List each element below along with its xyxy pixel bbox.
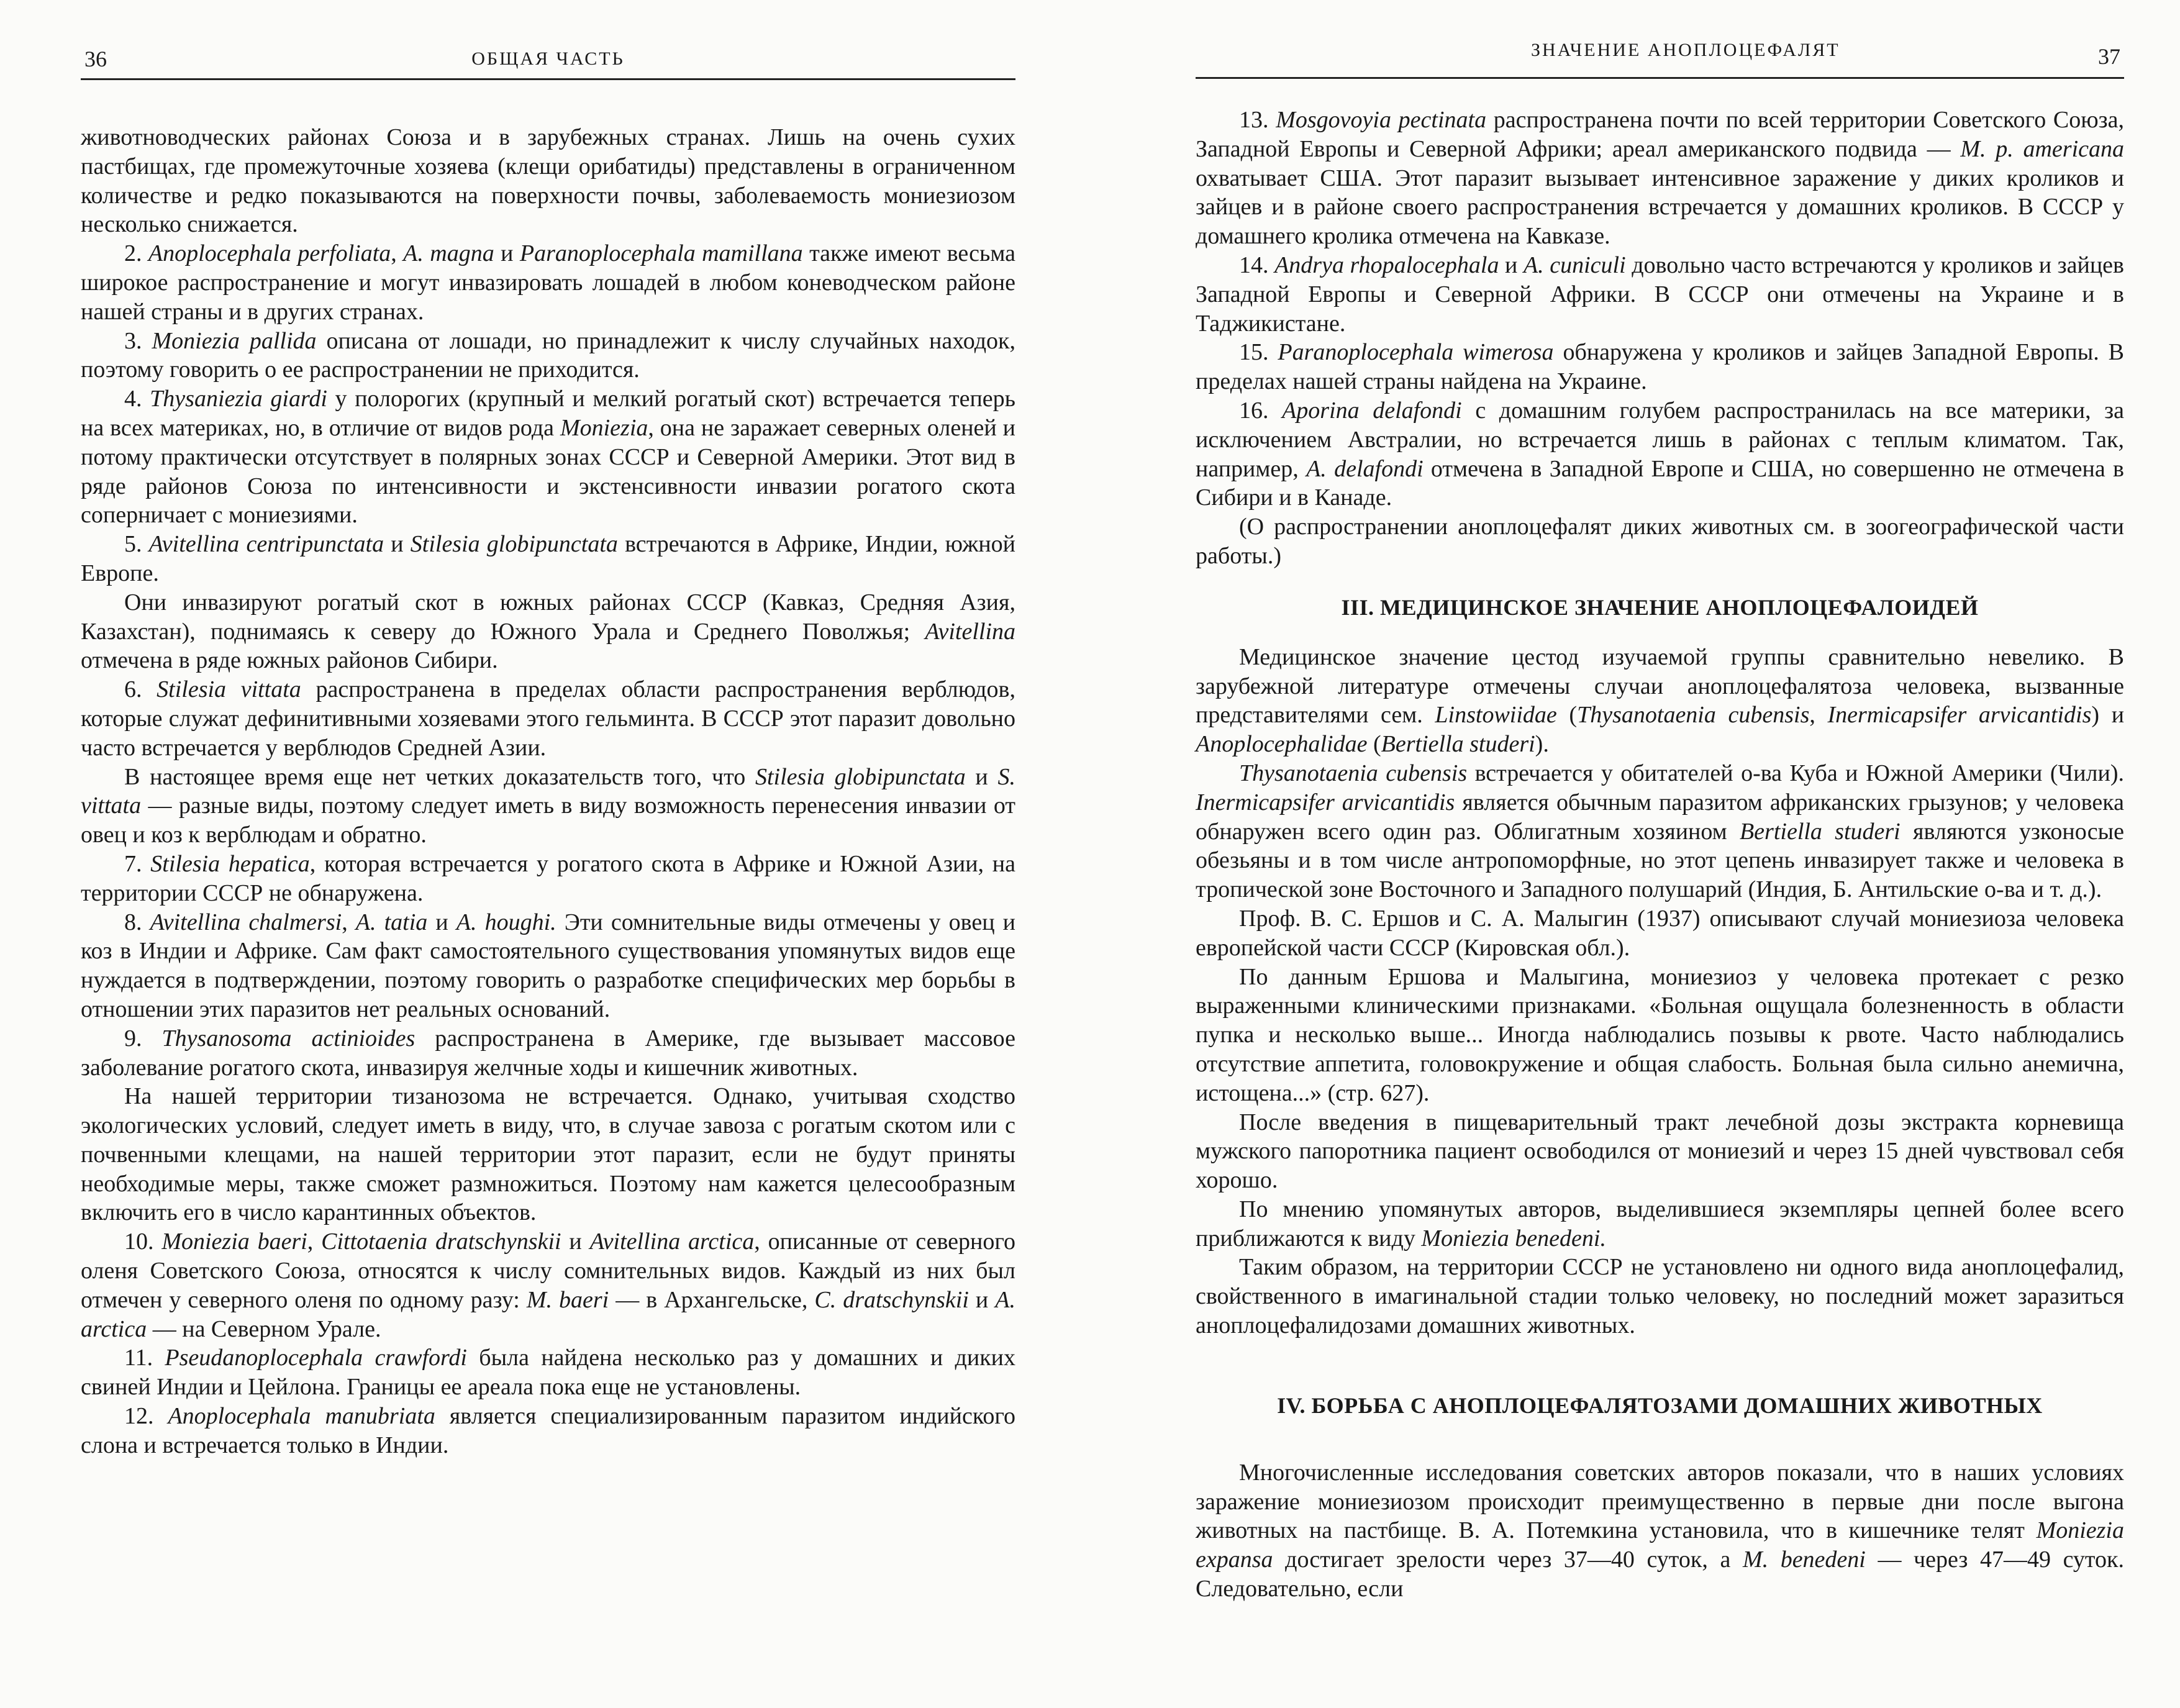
right-page-body	[1196, 106, 2124, 1604]
paragraph: После введения в пищеварительный тракт лечебной дозы экстракта корневища мужского папоротника пациент освободился от мониезий и через 15 дней чувствовал себя хорошо.	[1196, 1109, 2124, 1194]
paragraph: Проф. В. С. Ершов и С. А. Малыгин (1937) описывают случай мониезиоза человека европейской части СССР (Кировская обл.).	[1196, 905, 2124, 961]
left-page-number: 36	[84, 47, 107, 71]
right-page	[1196, 0, 2124, 1708]
paragraph: По мнению упомянутых авторов, выделившиеся экземпляры цепней более всего приближаются к виду Moniezia benedeni.	[1196, 1196, 2124, 1251]
paragraph: 7. Stilesia hepatica, которая встречается у рогатого скота в Африке и Южной Азии, на территории СССР не обнаружена.	[81, 850, 1016, 906]
left-page	[81, 0, 1015, 1708]
paragraph: 9. Thysanosoma actinioides распространена в Америке, где вызывает массовое заболевание рогатого скота, инвазируя желчные ходы и кишечник животных.	[81, 1025, 1016, 1081]
paragraph: 4. Thysaniezia giardi у полорогих (крупный и мелкий рогатый скот) встречается теперь на всех материках, но, в отличие от видов рода Moniezia, она не заражает северных оленей и потому практически отсутствует в полярных зонах СССР и Северной Америки. Этот вид в ряде районов Союза по интенсивности и экстенсивности инвазии рогатого скота соперничает с мониезиями.	[81, 386, 1016, 529]
paragraph: 2. Anoplocephala perfoliata, A. magna и Paranoplocephala mamillana также имеют весьма широкое распространение и могут инвазировать лошадей в любом коневодческом районе нашей страны и в других странах.	[81, 240, 1016, 325]
paragraph: Многочисленные исследования советских авторов показали, что в наших условиях заражение мониезиозом происходит преимущественно в первые дни после выгона животных на пастбище. В. А. Потемкина установила, что в кишечнике телят Moniezia expansa достигает зрелости через 37—40 суток, а M. benedeni — через 47—49 суток. Следовательно, если	[1196, 1459, 2124, 1602]
paragraph: 8. Avitellina chalmersi, A. tatia и A. houghi. Эти сомнительные виды отмечены у овец и коз в Индии и Африке. Сам факт самостоятельного существования упомянутых видов еще нуждается в подтверждении, поэтому говорить о разработке специфических мер борьбы в отношении этих паразитов нет реальных оснований.	[81, 909, 1015, 1022]
left-running-title: ОБЩАЯ ЧАСТЬ	[471, 48, 625, 69]
paragraph: 14. Andrya rhopalocephala и A. cuniculi довольно часто встречаются у кроликов и зайцев Западной Европы и Северной Африки. В СССР они отмечены на Украине и в Таджикистане.	[1196, 252, 2124, 337]
paragraph: 12. Anoplocephala manubriata является специализированным паразитом индийского слона и встречается только в Индии.	[81, 1403, 1016, 1458]
paragraph: По данным Ершова и Малыгина, мониезиоз у человека протекает с резко выраженными клиническими признаками. «Больная ощущала болезненность в области пупка и несколько выше... Иногда наблюдались позывы к рвоте. Часто наблюдались отсутствие аппетита, головокружение и общая слабость. Больная была сильно анемична, истощена...» (стр. 627).	[1196, 963, 2124, 1106]
paragraph: 11. Pseudanoplocephala crawfordi была найдена несколько раз у домашних и диких свиней Индии и Цейлона. Границы ее ареала пока еще не установлены.	[81, 1345, 1015, 1401]
section-heading-fight: IV. БОРЬБА С АНОПЛОЦЕФАЛЯТОЗАМИ ДОМАШНИХ ЖИВОТНЫХ	[1277, 1392, 2043, 1418]
left-running-head	[81, 41, 1015, 80]
right-page-number: 37	[2098, 44, 2120, 69]
paragraph: (О распространении аноплоцефалят диких животных см. в зоогеографической части работы.)	[1196, 514, 2124, 569]
paragraph: 3. Moniezia pallida описана от лошади, но принадлежит к числу случайных находок, поэтому говорить о ее распространении не приходится.	[81, 327, 1016, 383]
paragraph: В настоящее время еще нет четких доказательств того, что Stilesia globipunctata и S. vittata — разные виды, поэтому следует иметь в виду возможность перенесения инвазии от овец и коз к верблюдам и обратно.	[81, 763, 1015, 848]
paragraph: животноводческих районах Союза и в зарубежных странах. Лишь на очень сухих пастбищах, где промежуточные хозяева (клещи орибатиды) представлены в ограниченном количестве и редко показываются на поверхности почвы, заболеваемость мониезиозом несколько снижается.	[81, 124, 1015, 238]
section-heading-medical: III. МЕДИЦИНСКОЕ ЗНАЧЕНИЕ АНОПЛОЦЕФАЛОИДЕЙ	[1341, 594, 1979, 620]
right-running-title: ЗНАЧЕНИЕ АНОПЛОЦЕФАЛЯТ	[1531, 40, 1840, 60]
right-running-head	[1196, 39, 2124, 79]
paragraph: 15. Paranoplocephala wimerosa обнаружена у кроликов и зайцев Западной Европы. В пределах нашей страны найдена на Украине.	[1196, 339, 2125, 395]
paragraph: 16. Aporina delafondi с домашним голубем распространилась на все материки, за исключением Австралии, но встречается лишь в районах с теплым климатом. Так, например, A. delafondi отмечена в Западной Европе и США, но совершенно не отмечена в Сибири и в Канаде.	[1196, 397, 2125, 511]
paragraph: Медицинское значение цестод изучаемой группы сравнительно невелико. В зарубежной литературе отмечены случаи аноплоцефалятоза человека, вызванные представителями сем. Linstowiidae (Thysanotaenia cubensis, Inermicapsifer arvicantidis) и Anoplocephalidae (Bertiella studeri).	[1196, 643, 2125, 758]
paragraph: 5. Avitellina centripunctata и Stilesia globipunctata встречаются в Африке, Индии, южной Европе.	[81, 531, 1016, 586]
paragraph: На нашей территории тизанозома не встречается. Однако, учитывая сходство экологических условий, следует иметь в виду, что, в случае завоза с рогатым скотом или с почвенными клещами, на нашей территории этот паразит, если не будут приняты необходимые меры, также сможет размножиться. Поэтому нам кажется целесообразным включить его в число карантинных объектов.	[81, 1083, 1015, 1226]
paragraph: 10. Moniezia baeri, Cittotaenia dratschynskii и Avitellina arctica, описанные от северного оленя Советского Союза, относятся к числу сомнительных видов. Каждый из них был отмечен у северного оленя по одному разу: M. baeri — в Архангельске, C. dratschynskii и A. arctica — на Северном Урале.	[81, 1229, 1016, 1342]
paragraph: Они инвазируют рогатый скот в южных районах СССР (Кавказ, Средняя Азия, Казахстан), поднимаясь к северу до Южного Урала и Среднего Поволжья; Avitellina отмечена в ряде южных районов Сибири.	[81, 589, 1015, 674]
paragraph: 6. Stilesia vittata распространена в пределах области распространения верблюдов, которые служат дефинитивными хозяевами этого гельминта. В СССР этот паразит довольно часто встречается у верблюдов Средней Азии.	[81, 676, 1015, 761]
paragraph: Таким образом, на территории СССР не установлено ни одного вида аноплоцефалид, свойственного в имагинальной стадии только человеку, но последний может заразиться аноплоцефалидозами домашних животных.	[1196, 1254, 2124, 1339]
left-page-body	[81, 123, 1015, 1460]
paragraph: Thysanotaenia cubensis встречается у обитателей о-ва Куба и Южной Америки (Чили). Inermicapsifer arvicantidis является обычным паразитом африканских грызунов; у человека обнаружен всего один раз. Облигатным хозяином Bertiella studeri являются узконосые обезьяны и в том числе антропоморфные, но этот цепень инвазирует также и человека в тропической зоне Восточного и Западного полушарий (Индия, Б. Антильские о-ва и т. д.).	[1196, 760, 2124, 903]
paragraph: 13. Mosgovoyia pectinata распространена почти по всей территории Советского Союза, Западной Европы и Северной Африки; ареал американского подвида — M. p. americana охватывает США. Этот паразит вызывает интенсивное заражение у диких кроликов и зайцев и в районе своего распространения встречается у домашних кроликов. В СССР у домашнего кролика отмечена на Кавказе.	[1196, 107, 2125, 250]
